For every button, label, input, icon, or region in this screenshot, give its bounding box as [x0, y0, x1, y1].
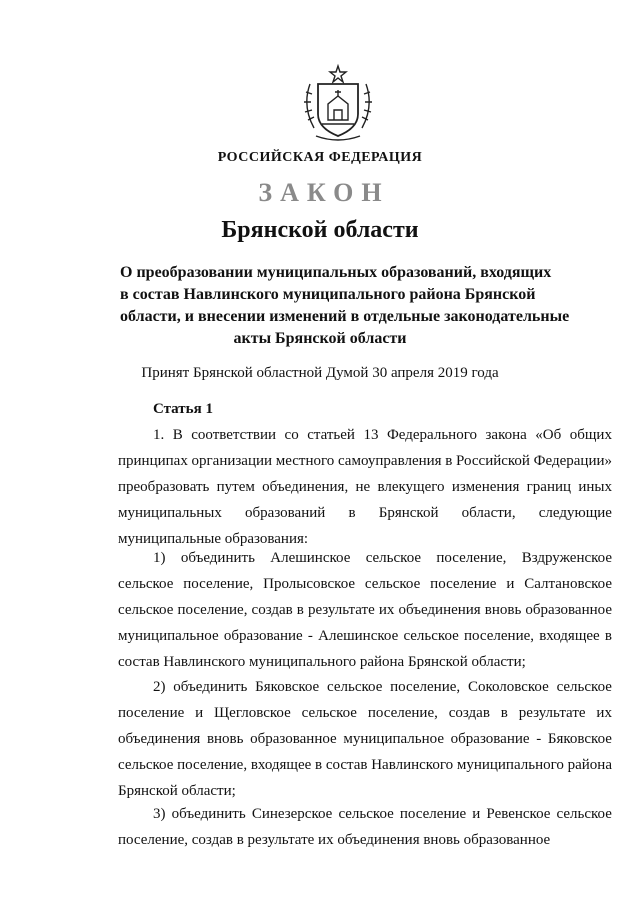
law-heading: ЗАКОН	[258, 178, 390, 207]
paragraph-2	[118, 545, 612, 675]
article-title: Статья 1	[153, 401, 213, 417]
text-line: муниципальные образования:	[118, 531, 309, 547]
text-line: 1. В соответствии со статьей 13 Федерального закона «Об общих	[153, 427, 612, 443]
federation-heading: РОССИЙСКАЯ ФЕДЕРАЦИЯ	[217, 150, 423, 165]
law-title-line: О преобразовании муниципальных образований, входящих	[120, 264, 552, 281]
region-heading: Брянской области	[221, 217, 419, 243]
text-line: преобразовать путем объединения, не влекущего изменения границ иных	[118, 479, 612, 495]
text-line: сельское поселение, Пролысовское сельское поселение и Салтановское	[118, 576, 612, 592]
text-line: сельское поселение, создав в результате их объединения вновь образованное	[118, 602, 612, 618]
paragraph-4	[118, 801, 612, 853]
text-line: 1) объединить Алешинское сельское поселение, Вздруженское	[153, 550, 612, 566]
coat-of-arms-icon	[296, 62, 380, 146]
text-line: принципах организации местного самоуправления в Российской Федерации»	[118, 453, 612, 469]
adoption-note: Принят Брянской областной Думой 30 апреля 2019 года	[141, 365, 499, 381]
text-line: муниципальное образование - Алешинское сельское поселение, входящее в	[118, 628, 612, 644]
text-line: муниципальных образований в Брянской области, следующие	[118, 505, 612, 521]
text-line: Брянской области;	[118, 783, 236, 799]
text-line: поселение, создав в результате их объединения вновь образованное	[118, 832, 551, 848]
text-line: сельское поселение, входящее в состав Навлинского муниципального района	[118, 757, 612, 773]
law-title	[120, 262, 570, 350]
paragraph-1	[118, 422, 612, 552]
text-line: состав Навлинского муниципального района Брянской области;	[118, 654, 526, 670]
text-line: 3) объединить Синезерское сельское поселение и Ревенское сельское	[153, 806, 612, 822]
text-line: 2) объединить Бяковское сельское поселение, Соколовское сельское	[153, 679, 612, 695]
law-title-line: в состав Навлинского муниципального района Брянской	[120, 286, 536, 303]
text-line: объединения вновь образованное муниципальное образование - Бяковское	[118, 731, 612, 747]
law-title-line: акты Брянской области	[233, 330, 407, 347]
law-title-line: области, и внесении изменений в отдельные законодательные	[120, 308, 570, 325]
text-line: поселение и Щегловское сельское поселение, создав в результате их	[118, 705, 612, 721]
paragraph-3	[118, 674, 612, 804]
